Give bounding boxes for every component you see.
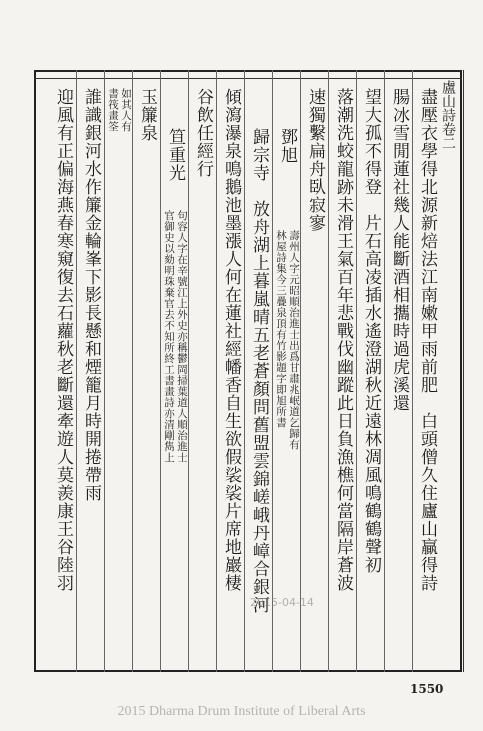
- text-column-12: 迎風有正偏海燕春寒窺復去石蘿秋老斷還牽遊人莫羨康王谷陸羽: [53, 88, 73, 592]
- note-line: 官御史以劾明珠棄官去不知所終工書畫詩亦清剛雋上: [163, 210, 175, 463]
- note-line: 壽州人字元昭順治進士出爲甘肅兆岷道乞歸有: [288, 230, 300, 450]
- text-column-3: 望大孤不得登 片石高凌插水遙澄湖秋近遠林凋風鳴鶴鶴聲初: [361, 88, 381, 574]
- author-note-continued: [106, 88, 132, 132]
- author-note-da-chongguang: [162, 210, 188, 463]
- column-rule: [216, 70, 217, 672]
- note-line: 書筏畫筌: [107, 88, 119, 132]
- text-column-2: 腸冰雪閒蓮社幾人能斷酒相攜時過虎溪還: [389, 88, 409, 412]
- date-stamp: 2015-04-14: [250, 596, 314, 609]
- column-rule: [328, 70, 329, 672]
- text-column-11: 誰識銀河水作簾金輪峯下影長懸和煙籠月時開捲帶雨: [81, 88, 101, 502]
- text-column-1: 盡壓衣學得北源新焙法江南嫩甲雨前肥 白頭僧久住廬山贏得詩: [417, 88, 437, 592]
- text-column-5: 速獨繫扁舟臥寂寥: [305, 88, 325, 232]
- column-rule: [384, 70, 385, 672]
- column-rule: [272, 70, 273, 672]
- column-rule: [76, 70, 77, 672]
- note-line: 林屋詩集今三疊泉頂有竹影題字即旭所書: [275, 230, 287, 428]
- text-column-4: 落潮洗蛟龍跡未滑王氣百年悲戰伐幽蹤此日負漁樵何當隔岸蒼波: [333, 88, 353, 592]
- page-number: 1550: [410, 682, 444, 696]
- book-mark: 盧山詩卷二: [440, 80, 456, 150]
- column-rule: [244, 70, 245, 672]
- author-name-da-chongguang: 笪重光: [165, 128, 185, 182]
- text-column-7: 歸宗寺 放舟湖上暮嵐晴五老蒼顏問舊盟雲錦嵯峨丹嶂合銀河: [249, 128, 269, 614]
- poem-title-yulianquan: 玉簾泉: [137, 88, 157, 142]
- text-column-8: 傾瀉瀑泉鳴鵝池墨漲人何在蓮社經幡香自生欲假裟裟片席地巖棲: [221, 88, 241, 592]
- note-line: 如其人有: [120, 88, 132, 132]
- author-name-deng-xu: 鄧旭: [277, 128, 297, 164]
- column-rule: [356, 70, 357, 672]
- top-rule: [34, 78, 462, 79]
- author-note-deng-xu: [274, 230, 300, 450]
- column-rule: [300, 70, 301, 672]
- column-rule: [160, 70, 161, 672]
- column-rule: [188, 70, 189, 672]
- note-line: 句容人字在辛號江上外史亦稱鬱岡掃葉道人順治進士: [176, 210, 188, 463]
- text-column-9: 谷飲任經行: [193, 88, 213, 178]
- column-rule: [104, 70, 105, 672]
- column-rule: [412, 70, 413, 672]
- watermark: 2015 Dharma Drum Institute of Liberal Arts: [117, 704, 366, 719]
- column-rule: [132, 70, 133, 672]
- center-strip: [463, 70, 471, 672]
